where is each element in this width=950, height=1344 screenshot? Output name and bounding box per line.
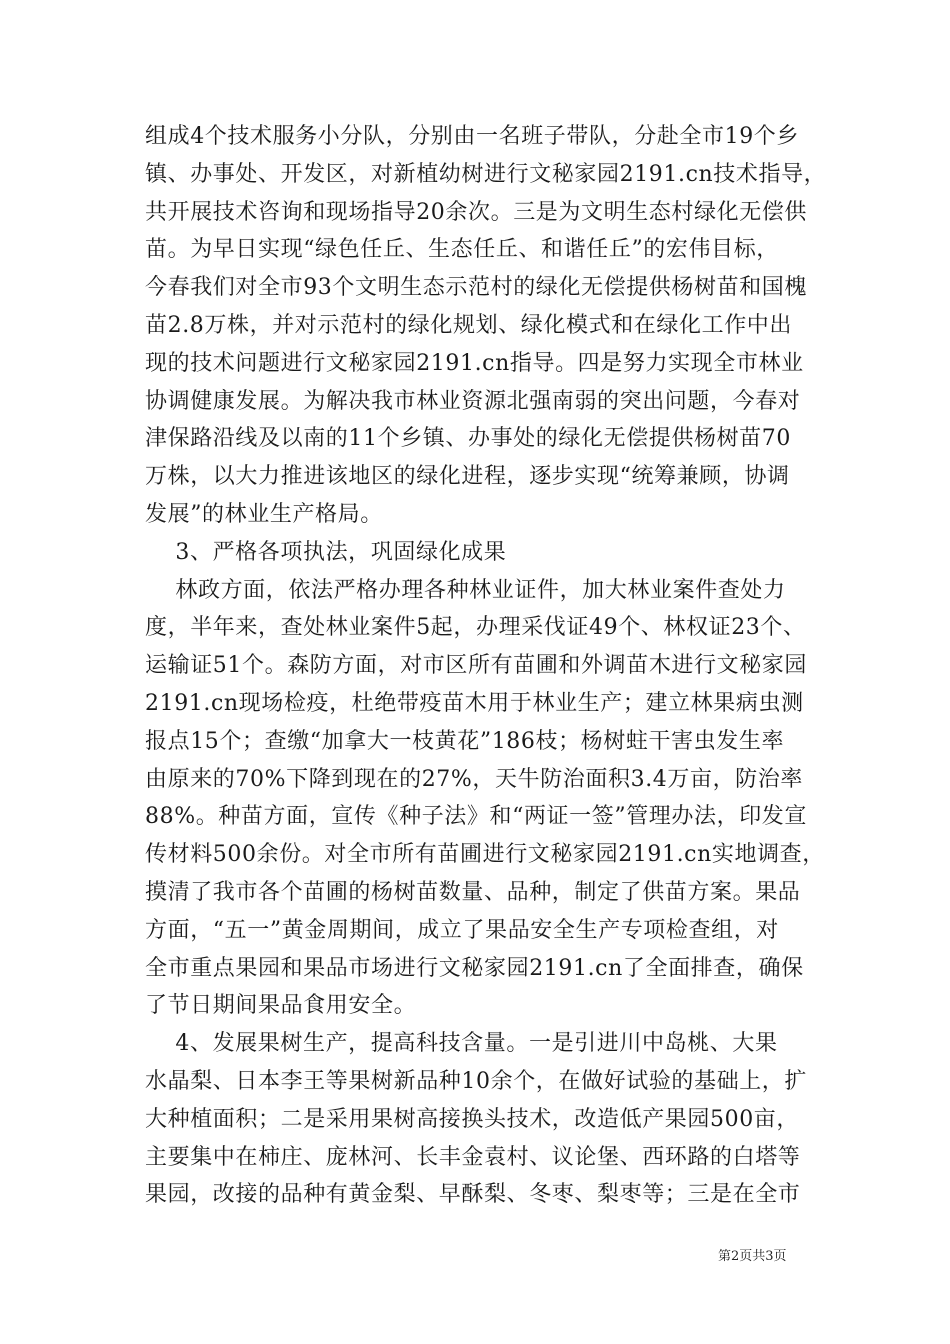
text-line: 组成4个技术服务小分队，分别由一名班子带队，分赴全市19个乡 bbox=[145, 124, 799, 149]
text-line: 了节日期间果品食用安全。 bbox=[145, 993, 417, 1019]
text-line: 今春我们对全市93个文明生态示范村的绿化无偿提供杨树苗和国槐 bbox=[145, 275, 807, 301]
text-line: 津保路沿线及以南的11个乡镇、办事处的绿化无偿提供杨树苗70 bbox=[145, 426, 791, 452]
text-line: 苗2.8万株，并对示范村的绿化规划、绿化模式和在绿化工作中出 bbox=[145, 312, 792, 338]
text-line: 镇、办事处、开发区，对新植幼树进行文秘家园2191.cn技术指导， bbox=[145, 161, 827, 187]
text-line: 摸清了我市各个苗圃的杨树苗数量、品种，制定了供苗方案。果品 bbox=[145, 879, 801, 905]
text-line: 共开展技术咨询和现场指导20余次。三是为文明生态村绿化无偿供 bbox=[145, 199, 807, 225]
text-line: 全市重点果园和果品市场进行文秘家园2191.cn了全面排查，确保 bbox=[145, 955, 804, 981]
text-line: 报点15个；查缴“加拿大一枝黄花”186枝；杨树蛀干害虫发生率 bbox=[145, 728, 785, 754]
text-line: 苗。为早日实现“绿色任丘、生态任丘、和谐任丘”的宏伟目标， bbox=[145, 237, 779, 263]
body-text bbox=[145, 118, 825, 1214]
text-line: 度，半年来，查处林业案件5起，办理采伐证49个、林权证23个、 bbox=[145, 615, 806, 641]
text-line: 2191.cn现场检疫，杜绝带疫苗木用于林业生产；建立林果病虫测 bbox=[145, 690, 804, 716]
text-line: 发展”的林业生产格局。 bbox=[145, 501, 383, 527]
text-line: 万株，以大力推进该地区的绿化进程，逐步实现“统筹兼顾，协调 bbox=[145, 464, 790, 490]
text-line: 协调健康发展。为解决我市林业资源北强南弱的突出问题，今春对 bbox=[145, 388, 801, 414]
text-line: 88%。种苗方面，宣传《种子法》和“两证一签”管理办法，印发宣 bbox=[145, 804, 807, 830]
text-line: 现的技术问题进行文秘家园2191.cn指导。四是努力实现全市林业 bbox=[145, 350, 804, 376]
text-line: 主要集中在柿庄、庞林河、长丰金袁村、议论堡、西环路的白塔等 bbox=[145, 1144, 801, 1170]
text-line: 水晶梨、日本李王等果树新品种10余个，在做好试验的基础上，扩 bbox=[145, 1068, 807, 1094]
text-line: 林政方面，依法严格办理各种林业证件，加大林业案件查处力 bbox=[145, 577, 786, 603]
text-line: 大种植面积；二是采用果树高接换头技术，改造低产果园500亩， bbox=[145, 1106, 799, 1132]
text-line: 4、发展果树生产，提高科技含量。一是引进川中岛桃、大果 bbox=[145, 1031, 778, 1057]
text-line: 方面，“五一”黄金周期间，成立了果品安全生产专项检查组，对 bbox=[145, 917, 779, 943]
text-line: 果园，改接的品种有黄金梨、早酥梨、冬枣、梨枣等；三是在全市 bbox=[145, 1182, 801, 1208]
text-line: 传材料500余份。对全市所有苗圃进行文秘家园2191.cn实地调查， bbox=[145, 842, 825, 868]
page-number: 第2页共3页 bbox=[718, 1249, 787, 1264]
text-line: 3、严格各项执法，巩固绿化成果 bbox=[145, 539, 507, 565]
text-line: 由原来的70%下降到现在的27%，天牛防治面积3.4万亩，防治率 bbox=[145, 766, 803, 792]
text-line: 运输证51个。森防方面，对市区所有苗圃和外调苗木进行文秘家园 bbox=[145, 653, 807, 679]
